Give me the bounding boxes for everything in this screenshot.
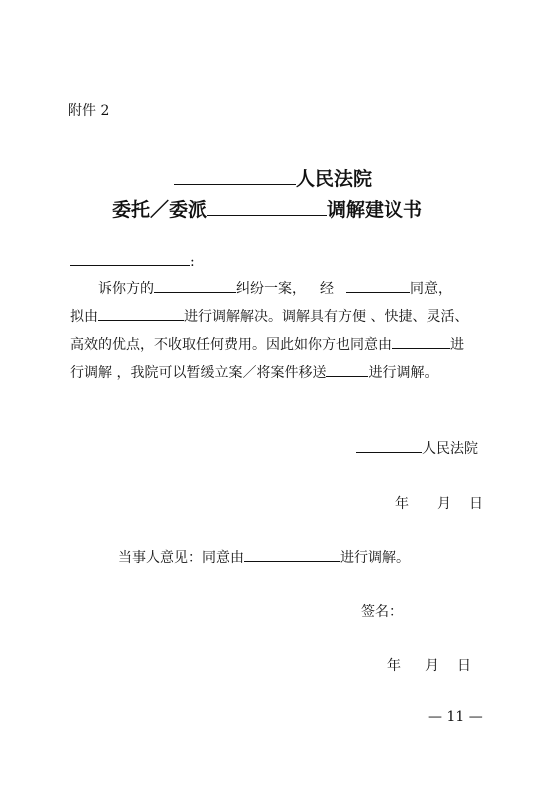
opinion-suffix: 进行调解。 <box>340 550 410 566</box>
body-line-4 <box>70 362 438 382</box>
opinion-prefix: 当事人意见：同意由 <box>118 550 244 566</box>
body-text: 行调解 ，我院可以暂缓立案／将案件移送 <box>70 365 327 381</box>
body-text: 同意， <box>410 281 452 297</box>
body-text: 高效的优点，不收取任何费用。因此如你方也同意由 <box>70 337 392 353</box>
document-title-line <box>112 195 422 222</box>
issuing-court-line <box>356 438 478 458</box>
body-line-3 <box>70 334 464 354</box>
body-text: 诉你方的 <box>98 281 154 297</box>
date-day: 日 <box>469 496 483 512</box>
body-line-2 <box>70 306 468 326</box>
page-number: — 11 — <box>428 709 483 725</box>
signature-date <box>387 655 471 675</box>
mediator-name-blank[interactable] <box>98 306 184 321</box>
title-suffix: 调解建议书 <box>327 199 423 221</box>
date-month: 月 <box>425 658 439 674</box>
body-text: 进 <box>450 337 464 353</box>
body-text: 纠纷一案， <box>236 281 306 297</box>
body-text: 拟由 <box>70 309 98 325</box>
attachment-label: 附件 2 <box>68 103 110 119</box>
body-line-1 <box>98 278 452 298</box>
date-month: 月 <box>437 496 451 512</box>
court-suffix: 人民法院 <box>422 441 478 457</box>
agree-mediator-blank[interactable] <box>392 334 450 349</box>
addressee-line <box>70 251 195 270</box>
title-prefix: 委托／委派 <box>112 199 208 221</box>
transfer-blank[interactable] <box>326 362 368 377</box>
addressee-colon: : <box>190 254 195 270</box>
signature-label: 签名： <box>361 604 403 620</box>
date-day: 日 <box>457 658 471 674</box>
dispute-blank[interactable] <box>154 278 236 293</box>
body-text: 进行调解解决。调解具有方便 、快捷、灵活、 <box>184 309 469 325</box>
court-title-suffix: 人民法院 <box>296 168 373 190</box>
court-name-blank[interactable] <box>174 165 296 185</box>
date-year: 年 <box>387 658 401 674</box>
court-title-line <box>174 164 372 191</box>
body-text: 经 <box>320 281 334 297</box>
mediator-blank[interactable] <box>207 196 327 216</box>
date-year: 年 <box>395 496 409 512</box>
body-text: 进行调解。 <box>368 365 439 381</box>
consent-party-blank[interactable] <box>346 278 410 293</box>
issuing-court-blank[interactable] <box>356 438 422 453</box>
party-opinion-line <box>118 547 410 567</box>
opinion-mediator-blank[interactable] <box>244 547 340 562</box>
addressee-blank[interactable] <box>70 251 190 266</box>
issue-date <box>395 493 483 513</box>
